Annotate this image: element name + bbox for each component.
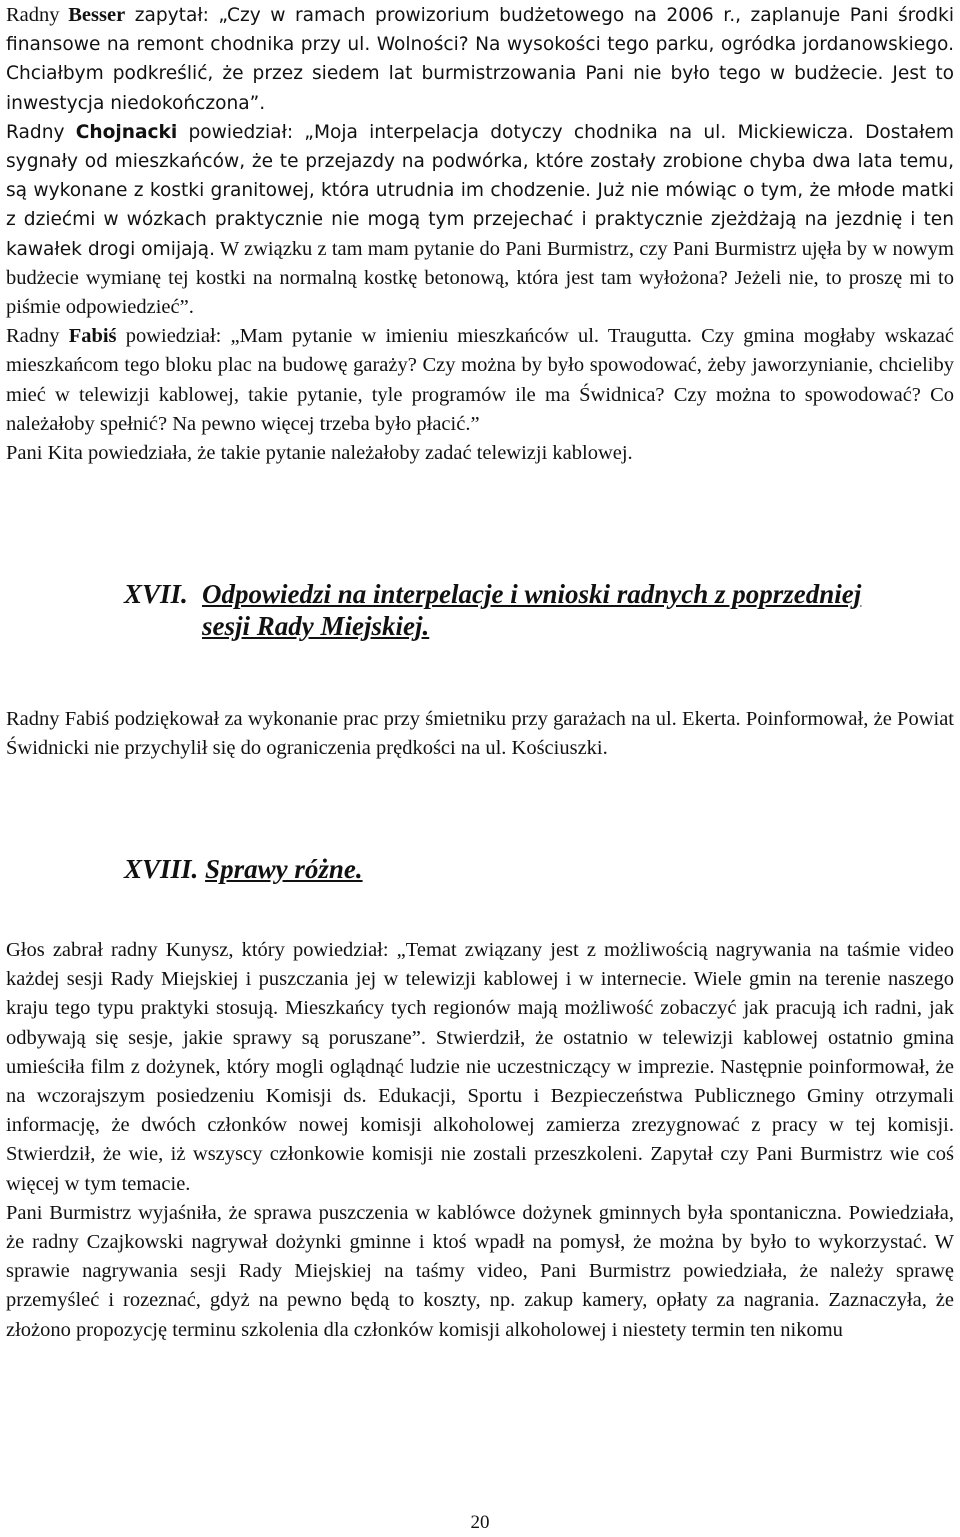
text-run: Radny [6,325,69,348]
section-number: XVII. [124,579,188,609]
paragraph-burmistrz: Pani Burmistrz wyjaśniła, że sprawa puszczenia w kablówce dożynek gminnych była spontaniczna. Powiedziała, że radny Czajkowski nagrywał dożynki gminne i ktoś wpadł na pomysł, że można by było to wykorzystać. W sprawie nagrywania sesji Rady Miejskiej na taśmy video, Pani Burmistrz powiedziała, że należy sprawę przemyśleć i rozeznać, gdyż na pewno będą to koszty, np. zakup kamery, opłaty za nagrania. Zaznaczyła, że złożono propozycję terminu szkolenia dla członków komisji alkoholowej i niestety termin ten nikomu [6,1201,954,1341]
section-heading-xviii [124,853,363,885]
paragraph-kunysz: Głos zabrał radny Kunysz, który powiedział: „Temat związany jest z możliwością nagrywania na taśmie video każdej sesji Rady Miejskiej i puszczania jej w telewizji kablowej i w internecie. Wiele gmin na terenie naszego kraju tego typu praktyki stosują. Mieszkańcy tych regionów mają możliwość zobaczyć jak pracują ich radni, jak odbywają się sesje, jakie sprawy są poruszane”. Stwierdził, że ostatnio w telewizji kablowej ostatnio gmina umieściła film z dożynek, który mogli oglądnąć ludzie nie uczestniczący w imprezie. Następnie poinformował, że na wczorajszym posiedzeniu Komisji ds. Edukacji, Sportu i Bezpieczeństwa Publicznego Gminy otrzymali informację, że dwóch członków nowej komisji alkoholowej zamierza zrezygnować z pracy w tej komisji. Stwierdził, że wie, iż wszyscy członkowie komisji nie zostali przeszkoleni. Zapytał czy Pani Burmistrz wie coś więcej w tym temacie. [6,939,954,1195]
paragraph-kita: Pani Kita powiedziała, że takie pytanie należałoby zadać telewizji kablowej. [6,442,633,465]
speaker-name: Chojnacki [75,121,178,143]
paragraph-fabis-thanks: Radny Fabiś podziękował za wykonanie prac przy śmietniku przy garażach na ul. Ekerta. Poinformował, że Powiat Świdnicki nie przychylił się do ograniczenia prędkości na ul. Kościuszki. [6,708,954,760]
text-run: Radny [6,4,69,26]
speaker-name: Besser [68,4,126,26]
text-block-answers [6,705,954,763]
text-run: powiedział: „Mam pytanie w imieniu mieszkańców ul. Traugutta. Czy gmina mogłaby wskazać mieszkańcom tego bloku plac na budowę garaży? Czy można by było spowodować, żeby jaworzynianie, chcieliby mieć w telewizji kablowej, takie pytanie, tyle programów ile ma Świdnica? Czy można to spowodować? Co należałoby spełnić? Na pewno więcej trzeba było płacić.” [6,325,954,435]
text-block-misc [6,936,954,1345]
section-title: Sprawy różne. [205,854,363,884]
section-title-line2: sesji Rady Miejskiej. [202,611,430,641]
text-run: W związku z tam mam pytanie do Pani Burmistrz, czy Pani Burmistrz ujęła by w nowym budżecie wymianę tej kostki na normalną kostkę betonową, która jest tam wyłożona? Jeżeli nie, to proszę mi to piśmie odpowiedzieć”. [6,237,954,319]
section-heading-xvii [124,578,861,642]
text-run: Radny [6,121,76,143]
text-block-interpellations [6,1,954,468]
section-title: Odpowiedzi na interpelacje i wnioski radnych z poprzedniej [202,579,862,609]
text-run: powiedział: „Moja interpelacja dotyczy chodnika na ul. Mickiewicza. Dostałem sygnały od mieszkańców, że te przejazdy na podwórka, które zostały zrobione chyba dwa lata temu, są wykonane z kostki granitowej, która utrudnia im chodzenie. Już nie mówiąc o tym, że młode matki z dziećmi w wózkach praktycznie nie mogą tym przejechać i praktycznie zjeżdżają na jezdnię i ten kawałek drogi omijają. [6,121,954,260]
page-number: 20 [470,1512,490,1533]
speaker-name: Fabiś [68,325,117,348]
paragraph-fabis [6,322,954,439]
section-number: XVIII. [124,854,199,884]
text-run: zapytał: „Czy w ramach prowizorium budżetowego na 2006 r., zaplanuje Pani środki finansowe na remont chodnika przy ul. Wolności? Na wysokości tego parku, ogródka jordanowskiego. Chciałbym podkreślić, że przez siedem lat burmistrzowania Pani nie było tego w budżecie. Jest to inwestycja niedokończona”. [6,5,954,114]
paragraph-besser [6,1,954,118]
paragraph-chojnacki [6,118,954,322]
